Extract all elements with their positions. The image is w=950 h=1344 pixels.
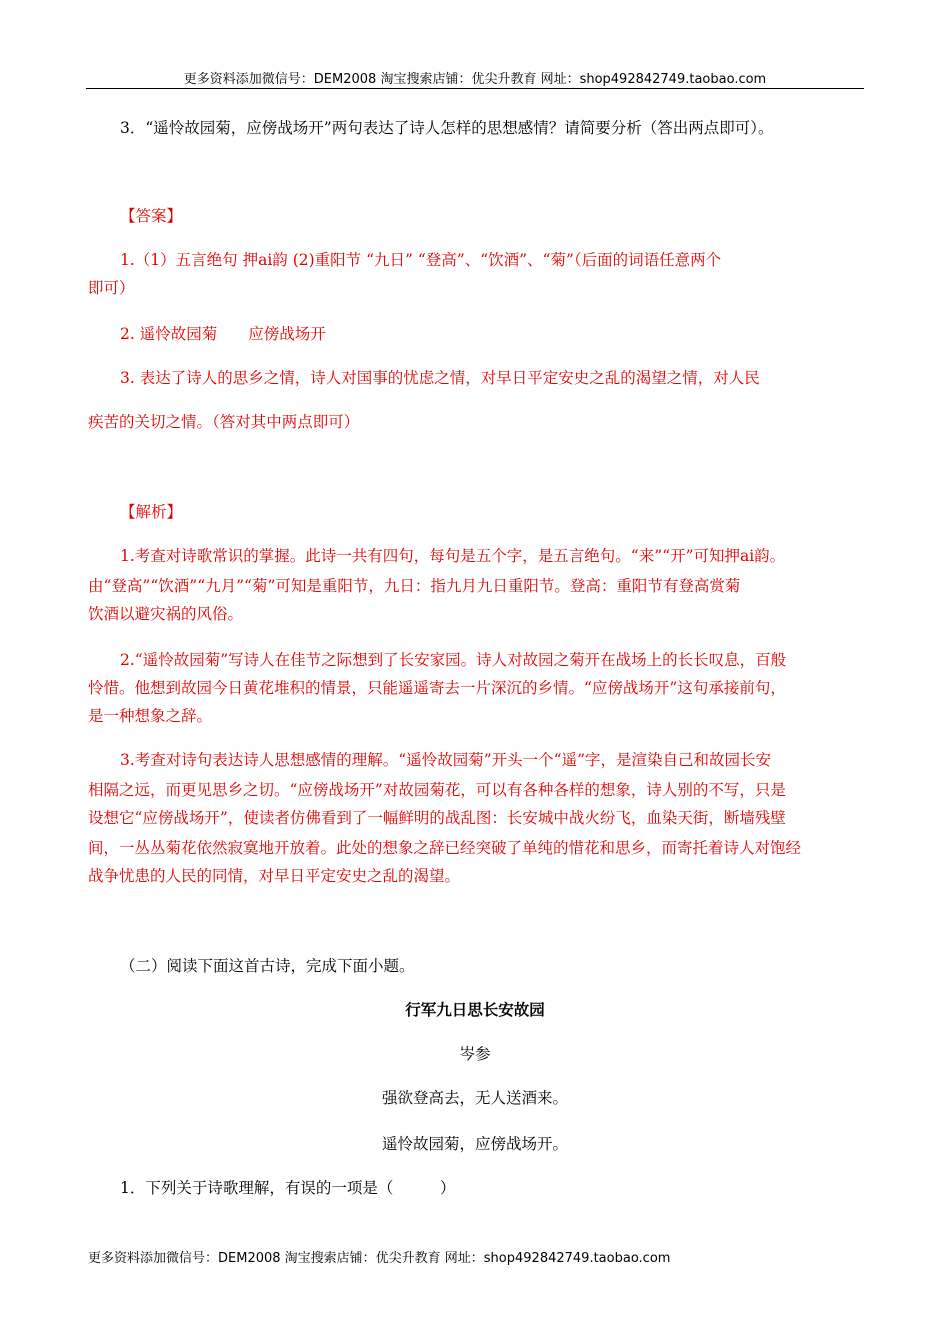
analysis-p1-line-1: 1.考查对诗歌常识的掌握。此诗一共有四句，每句是五个字，是五言绝句。“来”“开”可知押ai韵。	[120, 547, 786, 565]
poem-author: 岑参	[459, 1045, 491, 1063]
header-divider	[86, 88, 864, 89]
answer-heading: 【答案】	[120, 207, 183, 225]
analysis-p3-line-3: 设想它“应傍战场开”，使读者仿佛看到了一幅鲜明的战乱图：长安城中战火纷飞，血染天街，断墙残壁	[88, 809, 786, 827]
answer-3-line-2: 疾苦的关切之情。（答对其中两点即可）	[88, 413, 360, 431]
analysis-p2-line-3: 是一种想象之辞。	[88, 707, 213, 725]
poem-line-2: 遥怜故园菊，应傍战场开。	[381, 1135, 568, 1153]
analysis-p2-line-2: 怜惜。他想到故园今日黄花堆积的情景，只能遥遥寄去一片深沉的乡情。“应傍战场开”这句承接前句，	[88, 679, 786, 697]
page-footer: 更多资料添加微信号：DEM2008 淘宝搜索店铺：优尖升教育 网址：shop492842749.taobao.com	[88, 1251, 671, 1266]
analysis-p1-line-2: 由“登高”“饮酒”“九月”“菊”可知是重阳节，九日：指九月九日重阳节。登高：重阳节有登高赏菊	[88, 577, 741, 595]
analysis-p2-line-1: 2.“遥怜故园菊”写诗人在佳节之际想到了长安家园。诗人对故园之菊开在战场上的长长叹息，百般	[120, 651, 787, 669]
page-header: 更多资料添加微信号：DEM2008 淘宝搜索店铺：优尖升教育 网址：shop492842749.taobao.com	[183, 72, 767, 87]
analysis-p1-line-3: 饮酒以避灾祸的风俗。	[88, 605, 244, 623]
analysis-p3-line-5: 战争忧患的人民的同情，对早日平定安史之乱的渴望。	[88, 867, 461, 885]
analysis-p3-line-4: 间，一丛丛菊花依然寂寞地开放着。此处的想象之辞已经突破了单纯的惜花和思乡，而寄托着诗人对饱经	[88, 839, 802, 857]
analysis-p3-line-2: 相隔之远，而更见思乡之切。“应傍战场开”对故园菊花，可以有各种各样的想象，诗人别的不写，只是	[88, 781, 786, 799]
answer-2: 2. 遥怜故园菊 应傍战场开	[120, 325, 326, 343]
analysis-p3-line-1: 3.考查对诗句表达诗人思想感情的理解。“遥怜故园菊”开头一个“遥”字，是渲染自己和故园长安	[120, 751, 771, 769]
question-3: 3．“遥怜故园菊，应傍战场开”两句表达了诗人怎样的思想感情？请简要分析（答出两点即可）。	[120, 119, 774, 137]
analysis-heading: 【解析】	[120, 503, 183, 521]
section-2-intro: （二）阅读下面这首古诗，完成下面小题。	[120, 957, 415, 975]
answer-1-line-1: 1.（1）五言绝句 押ai韵 (2)重阳节 “九日” “登高”、“饮酒”、“菊”（后面的词语任意两个	[120, 251, 722, 269]
poem-line-1: 强欲登高去，无人送酒来。	[381, 1089, 568, 1107]
answer-3-line-1: 3. 表达了诗人的思乡之情，诗人对国事的忧虑之情，对早日平定安史之乱的渴望之情，对人民	[120, 369, 760, 387]
poem-title: 行军九日思长安故园	[405, 1001, 545, 1019]
question-1: 1．下列关于诗歌理解，有误的一项是（ ）	[120, 1179, 456, 1197]
answer-1-line-2: 即可）	[88, 279, 135, 297]
